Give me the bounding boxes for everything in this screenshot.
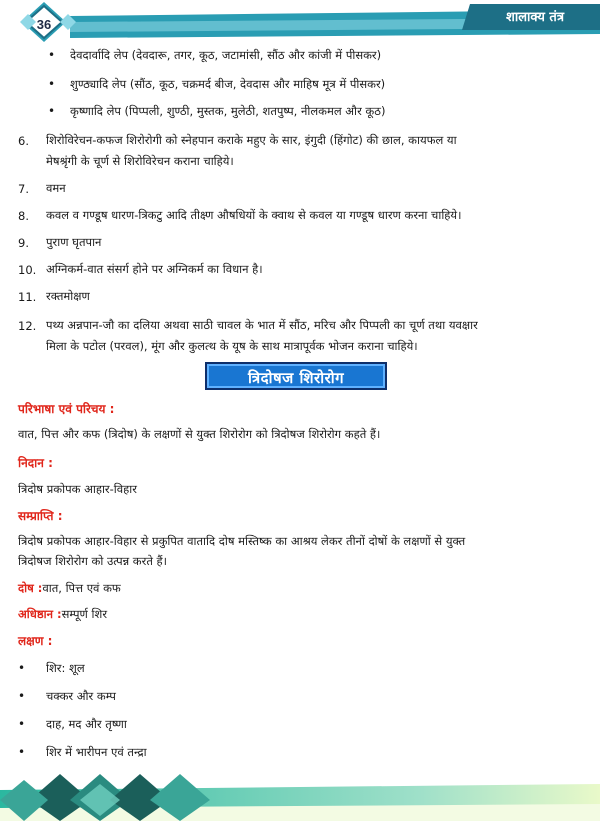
item-number: 8. — [18, 209, 29, 223]
footer-band-graphic — [0, 770, 600, 821]
numbered-item-text: कवल व गण्डूष धारण-त्रिकटु आदि तीक्ष्ण औषधियों के क्वाथ से कवल या गण्डूष धारण करना चाहिये। — [46, 208, 462, 222]
definition-text: वात, पित्त और कफ (त्रिदोष) के लक्षणों से युक्त शिरोरोग को त्रिदोषज शिरोरोग कहते हैं। — [18, 427, 381, 441]
running-title: शालाक्य तंत्र — [506, 10, 564, 25]
list-item: कृष्णादि लेप (पिप्पली, शुण्ठी, मुस्तक, मुलेठी, शतपुष्प, नीलकमल और कूठ) — [70, 104, 386, 118]
section-title: त्रिदोषज शिरोरोग — [247, 369, 345, 387]
nidana-text: त्रिदोष प्रकोपक आहार-विहार — [18, 482, 137, 496]
numbered-item-text: पुराण घृतपान — [46, 235, 102, 249]
bullet-icon: • — [48, 48, 56, 62]
lakshana-heading: लक्षण : — [18, 634, 53, 648]
numbered-item-text: मेषश्रृंगी के चूर्ण से शिरोविरेचन कराना चाहिये। — [46, 154, 234, 168]
numbered-item-text: मिला के पटोल (परवल), मूंग और कुलत्थ के यूष के साथ मात्रापूर्वक भोजन कराना चाहिये। — [46, 339, 418, 353]
bullet-icon: • — [48, 104, 56, 118]
numbered-item-text: शिरोविरेचन-कफज शिरोरोगी को स्नेहपान कराके महुए के सार, इंगुदी (हिंगोट) की छाल, कायफल या — [46, 133, 457, 147]
samprapti-text: त्रिदोषज शिरोरोग को उत्पन्न करते हैं। — [18, 554, 168, 568]
list-item: शिर: शूल — [46, 661, 85, 675]
page-header — [0, 0, 600, 44]
numbered-item-text: रक्तमोक्षण — [46, 289, 90, 303]
bullet-icon: • — [18, 689, 26, 703]
definition-heading: परिभाषा एवं परिचय : — [18, 402, 115, 416]
dosha-line — [18, 580, 121, 596]
bullet-icon: • — [48, 77, 56, 91]
bullet-icon: • — [18, 661, 26, 675]
bullet-icon: • — [18, 717, 26, 731]
adhishthana-line — [18, 606, 107, 622]
list-item: दाह, मद और तृष्णा — [46, 717, 127, 731]
numbered-item-text: वमन — [46, 181, 66, 195]
item-number: 7. — [18, 182, 29, 196]
adhishthana-text: सम्पूर्ण शिर — [61, 607, 108, 621]
samprapti-heading: सम्प्राप्ति : — [18, 509, 63, 523]
bullet-icon: • — [18, 745, 26, 759]
dosha-heading: दोष : — [18, 581, 43, 595]
item-number: 12. — [18, 319, 37, 333]
page-number: 36 — [36, 17, 52, 32]
section-title-box — [205, 362, 387, 390]
item-number: 6. — [18, 134, 29, 148]
list-item: शिर में भारीपन एवं तन्द्रा — [46, 745, 147, 759]
item-number: 9. — [18, 236, 29, 250]
nidana-heading: निदान : — [18, 456, 53, 470]
list-item: शुण्ठ्यादि लेप (सौंठ, कूठ, चक्रमर्द बीज, देवदास और माहिष मूत्र में पीसकर) — [70, 77, 386, 91]
numbered-item-text: अग्निकर्म-वात संसर्ग होने पर अग्निकर्म का विधान है। — [46, 262, 263, 276]
item-number: 10. — [18, 263, 37, 277]
numbered-item-text: पथ्य अन्नपान-जौ का दलिया अथवा साठी चावल के भात में सौंठ, मरिच और पिप्पली का चूर्ण तथा यवक्षार — [46, 318, 478, 332]
adhishthana-heading: अधिष्ठान : — [18, 607, 62, 621]
dosha-text: वात, पित्त एवं कफ — [42, 581, 121, 595]
item-number: 11. — [18, 290, 37, 304]
page-footer — [0, 770, 600, 821]
samprapti-text: त्रिदोष प्रकोपक आहार-विहार से प्रकुपित वातादि दोष मस्तिष्क का आश्रय लेकर तीनों दोषों के लक्षणों से युक्त — [18, 534, 466, 548]
list-item: देवदार्वादि लेप (देवदारू, तगर, कूठ, जटामांसी, सौंठ और कांजी में पीसकर) — [70, 48, 382, 62]
list-item: चक्कर और कम्प — [46, 689, 116, 703]
